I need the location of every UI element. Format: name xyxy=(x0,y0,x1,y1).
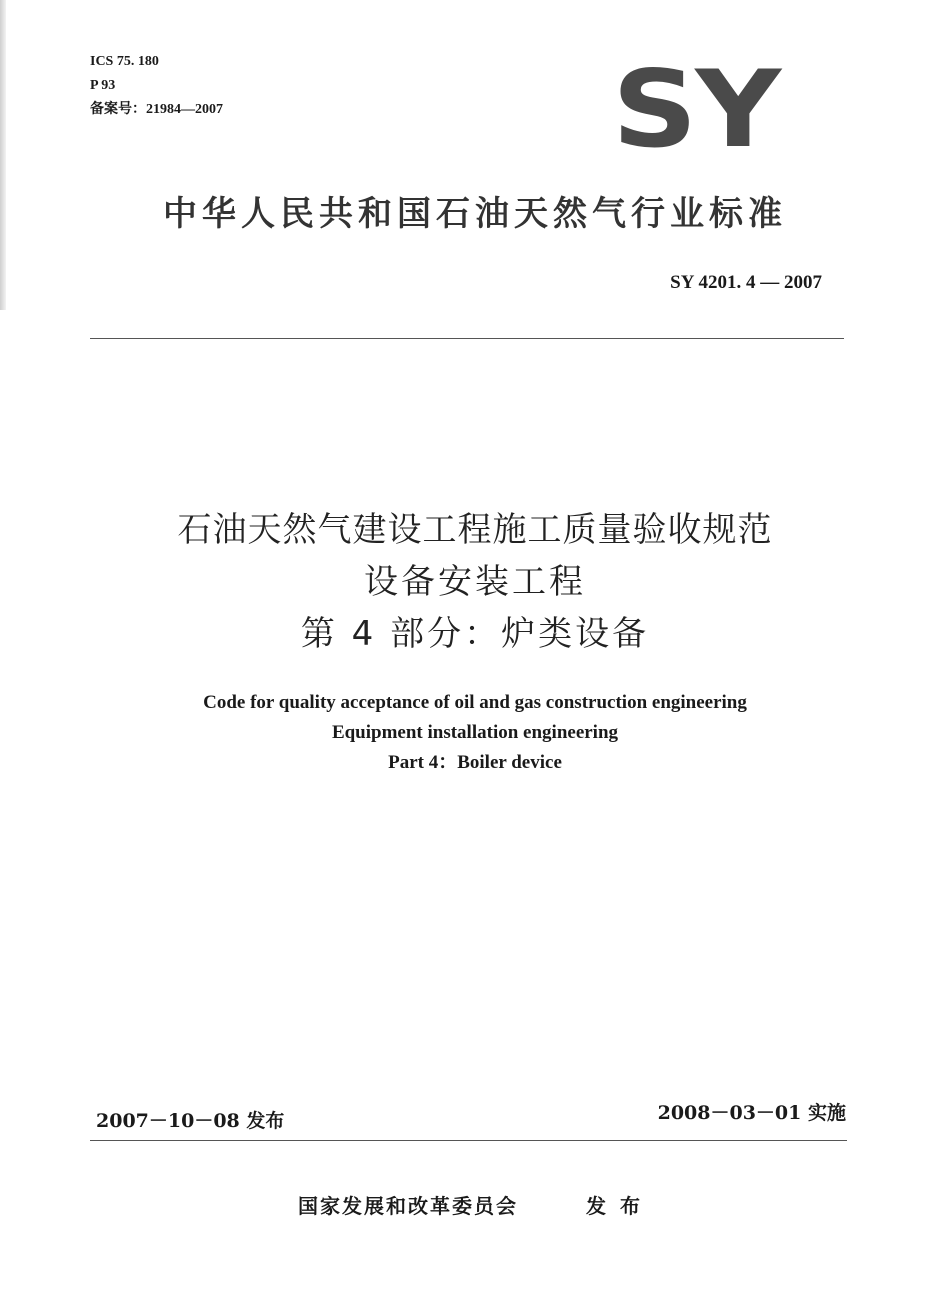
scan-page-edge xyxy=(0,0,6,310)
standard-category: 中华人民共和国石油天然气行业标准 xyxy=(163,194,787,234)
sy-logo: SY xyxy=(612,48,780,171)
classification-code: P 93 xyxy=(90,78,116,93)
issuer-action: 发布 xyxy=(586,1194,654,1218)
title-en-line2: Equipment installation engineering xyxy=(331,722,619,743)
title-en-line3: Part 4：Boiler device xyxy=(388,752,562,773)
record-number: 备案号：21984—2007 xyxy=(90,102,223,117)
ics-code: ICS 75. 180 xyxy=(90,54,159,69)
issue-date: 2007－10－08 发布 xyxy=(96,1110,285,1132)
title-en-line1: Code for quality acceptance of oil and gas construction engineering xyxy=(203,692,747,713)
issuer-name: 国家发展和改革委员会 xyxy=(298,1194,518,1218)
title-cn-line2: 设备安装工程 xyxy=(364,562,586,602)
top-divider xyxy=(90,338,844,339)
title-cn-line1: 石油天然气建设工程施工质量验收规范 xyxy=(177,510,773,550)
effective-date: 2008－03－01 实施 xyxy=(657,1102,846,1124)
standard-number: SY 4201. 4 — 2007 xyxy=(670,272,822,293)
title-cn-line3: 第 4 部分：炉类设备 xyxy=(300,614,650,654)
bottom-divider xyxy=(90,1140,847,1141)
document-metadata xyxy=(90,50,223,122)
